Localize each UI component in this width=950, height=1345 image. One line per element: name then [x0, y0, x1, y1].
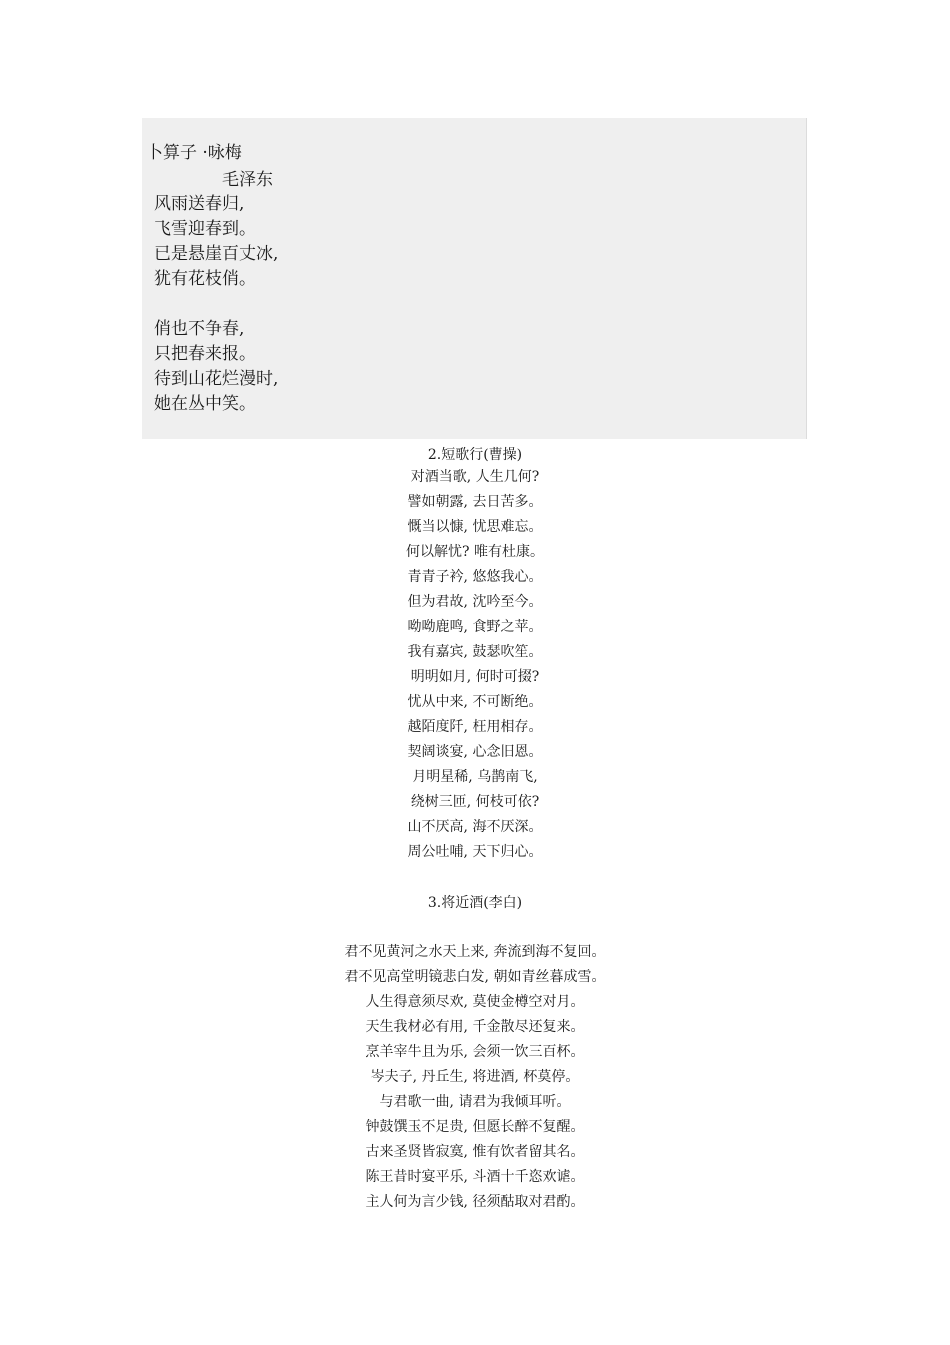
poem-line: 契阔谈宴, 心念旧恩。: [407, 744, 543, 760]
poem1-title: 卜算子 ·咏梅: [146, 143, 242, 163]
poem-line: 我有嘉宾, 鼓瑟吹笙。: [407, 644, 543, 660]
poem-line: 青青子衿, 悠悠我心。: [407, 569, 543, 585]
poem-line: 月明星稀, 乌鹊南飞,: [412, 769, 538, 785]
poem-line: 她在丛中笑。: [154, 394, 256, 414]
poem-line: 古来圣贤皆寂寞, 惟有饮者留其名。: [365, 1144, 585, 1160]
poem-line: 呦呦鹿鸣, 食野之苹。: [407, 619, 543, 635]
poem3-title: 3.将近酒(李白): [427, 895, 523, 911]
poem1-stanza-2: [154, 317, 278, 417]
poem1-stanza-1: [154, 192, 278, 292]
poem-line: 但为君故, 沈吟至今。: [407, 594, 543, 610]
poem-line: 钟鼓馔玉不足贵, 但愿长醉不复醒。: [365, 1119, 585, 1135]
poem-line: 何以解忧? 唯有杜康。: [406, 544, 544, 560]
poem-line: 绕树三匝, 何枝可依?: [410, 794, 540, 810]
poem-line: 待到山花烂漫时,: [154, 369, 279, 389]
poem2-body: [0, 465, 950, 865]
poem1-author: 毛泽东: [222, 170, 273, 190]
poem-line: 君不见黄河之水天上来, 奔流到海不复回。: [344, 944, 606, 960]
poem-line: 岑夫子, 丹丘生, 将进酒, 杯莫停。: [370, 1069, 580, 1085]
poem-line: 越陌度阡, 枉用相存。: [407, 719, 543, 735]
poem-line: 烹羊宰牛且为乐, 会须一饮三百杯。: [365, 1044, 585, 1060]
poem-line: 对酒当歌, 人生几何?: [410, 469, 540, 485]
poem-line: 已是悬崖百丈冰,: [154, 244, 279, 264]
poem-line: 人生得意须尽欢, 莫使金樽空对月。: [365, 994, 585, 1010]
poem-line: 主人何为言少钱, 径须酤取对君酌。: [365, 1194, 585, 1210]
poem-line: 与君歌一曲, 请君为我倾耳听。: [379, 1094, 571, 1110]
poem-line: 譬如朝露, 去日苦多。: [407, 494, 543, 510]
poem-line: 只把春来报。: [154, 344, 256, 364]
poem-line: 飞雪迎春到。: [154, 219, 256, 239]
poem-line: 俏也不争春,: [154, 319, 245, 339]
poem-line: 陈王昔时宴平乐, 斗酒十千恣欢谑。: [365, 1169, 585, 1185]
poem2-title: 2.短歌行(曹操): [427, 447, 523, 463]
poem-line: 慨当以慷, 忧思难忘。: [407, 519, 543, 535]
poem-line: 犹有花枝俏。: [154, 269, 256, 289]
poem-line: 周公吐哺, 天下归心。: [407, 844, 543, 860]
poem-line: 明明如月, 何时可掇?: [410, 669, 540, 685]
poem-line: 风雨送春归,: [154, 194, 245, 214]
poem-line: 天生我材必有用, 千金散尽还复来。: [365, 1019, 585, 1035]
poem-line: 忧从中来, 不可断绝。: [407, 694, 543, 710]
poem3-body: [0, 940, 950, 1215]
poem-line: 君不见高堂明镜悲白发, 朝如青丝暮成雪。: [344, 969, 606, 985]
poem-line: 山不厌高, 海不厌深。: [407, 819, 543, 835]
